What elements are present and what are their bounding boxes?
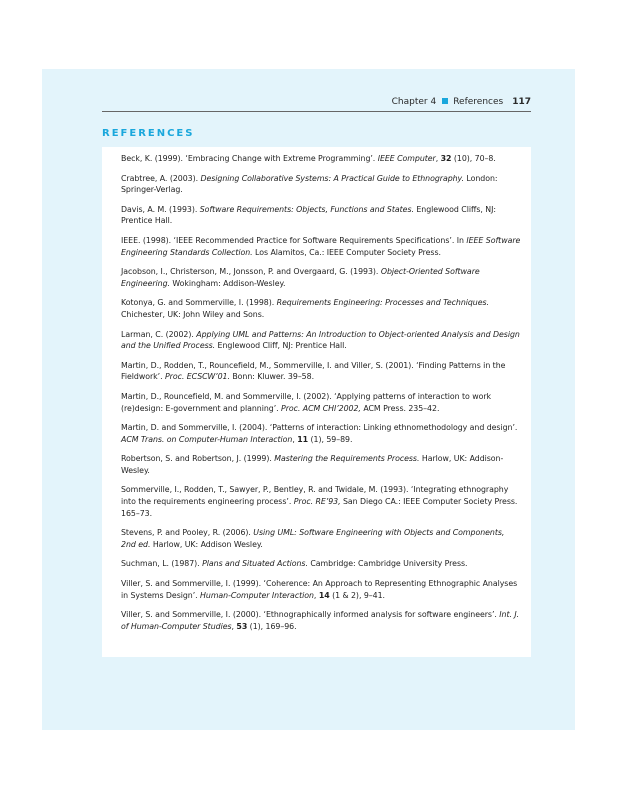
reference-text: Los Alamitos, Ca.: IEEE Computer Society Press. xyxy=(252,247,441,257)
reference-title: Int. J. of Human-Computer Studies xyxy=(121,610,520,631)
reference-text: Larman, C. (2002). xyxy=(121,329,197,339)
reference-title: Designing Collaborative Systems: A Practical Guide to Ethnography. xyxy=(200,173,464,183)
reference-entry xyxy=(121,266,521,289)
reference-text: (10), 70–8. xyxy=(451,154,496,163)
reference-volume: 32 xyxy=(440,154,452,163)
reference-title: Proc. ECSCW’01. xyxy=(164,372,230,382)
reference-entry xyxy=(121,484,521,519)
reference-entry xyxy=(121,453,521,476)
reference-text: Kotonya, G. and Sommerville, I. (1998). xyxy=(121,298,277,308)
reference-title: Proc. ACM CHI’2002, xyxy=(281,403,361,413)
reference-title: Object-Oriented Software Engineering. xyxy=(121,267,480,288)
reference-text: IEEE. (1998). ‘IEEE Recommended Practice for Software Requirements Specifications’. In xyxy=(121,235,467,245)
reference-title: IEEE Computer xyxy=(377,154,436,163)
reference-text: Crabtree, A. (2003). xyxy=(121,173,201,183)
reference-text: Stevens, P. and Pooley, R. (2006). xyxy=(121,528,254,538)
reference-entry xyxy=(121,173,521,196)
reference-text: Sommerville, I., Rodden, T., Sawyer, P., Bentley, R. and Twidale, M. (1993). ‘Integrating ethnography into the requirements engineering process’. xyxy=(121,485,509,507)
reference-entry xyxy=(121,558,521,570)
reference-entry xyxy=(121,329,521,352)
reference-text: Englewood Cliffs, NJ: Prentice Hall. xyxy=(121,204,496,226)
reference-entry xyxy=(121,235,521,258)
section-title: REFERENCES xyxy=(102,128,195,139)
reference-text: , xyxy=(292,434,298,444)
reference-text: Harlow, UK: Addison Wesley. xyxy=(150,539,263,549)
section-label: References xyxy=(453,97,504,107)
chapter-label: Chapter 4 xyxy=(391,97,437,107)
reference-title: Human-Computer Interaction xyxy=(200,590,314,600)
reference-title: IEEE Software Engineering Standards Collection. xyxy=(121,235,521,257)
reference-title: Proc. RE’93, xyxy=(293,497,341,507)
reference-title: Applying UML and Patterns: An Introduction to Object-oriented Analysis and Design and the Unified Process. xyxy=(121,329,520,351)
reference-text: ACM Press. 235–42. xyxy=(360,403,440,413)
reference-text: (1 & 2), 9–41. xyxy=(329,590,385,600)
reference-entry xyxy=(121,153,521,165)
reference-text: San Diego CA.: IEEE Computer Society Press. 165–73. xyxy=(121,497,518,518)
reference-text: (1), 59–89. xyxy=(308,434,353,444)
reference-text: Robertson, S. and Robertson, J. (1999). xyxy=(121,454,275,464)
reference-entry xyxy=(121,422,521,445)
reference-entry xyxy=(121,578,521,601)
reference-text: Viller, S. and Sommerville, I. (2000). ‘Ethnographically informed analysis for software engineers’. xyxy=(121,610,500,620)
reference-text: Englewood Cliff, NJ: Prentice Hall. xyxy=(215,341,347,351)
reference-text: Jacobson, I., Christerson, M., Jonsson, P. and Overgaard, G. (1993). xyxy=(121,267,381,277)
page-number: 117 xyxy=(512,97,531,107)
reference-text: (1), 169–96. xyxy=(247,621,297,631)
reference-text: London: Springer-Verlag. xyxy=(121,173,498,195)
reference-text: , xyxy=(313,590,319,600)
reference-volume: 53 xyxy=(236,621,248,631)
reference-text: Harlow, UK: Addison-Wesley. xyxy=(121,454,504,475)
reference-text: Chichester, UK: John Wiley and Sons. xyxy=(121,309,265,319)
reference-text: Martin, D. and Sommerville, I. (2004). ‘Patterns of interaction: Linking ethnomethodology and design’. xyxy=(121,423,518,433)
running-header xyxy=(102,96,531,108)
reference-title: Mastering the Requirements Process. xyxy=(274,454,420,464)
square-bullet-icon xyxy=(442,98,448,104)
reference-entry xyxy=(121,391,521,414)
reference-text: , xyxy=(231,621,237,631)
reference-text: , xyxy=(435,154,441,163)
reference-text: Bonn: Kluwer. 39–58. xyxy=(229,372,315,382)
reference-entry xyxy=(121,204,521,227)
reference-entry xyxy=(121,609,521,632)
reference-entry xyxy=(121,527,521,550)
reference-entry xyxy=(121,360,521,383)
reference-list xyxy=(121,153,521,640)
reference-text: Suchman, L. (1987). xyxy=(121,559,203,569)
reference-volume: 14 xyxy=(318,590,330,600)
reference-title: Software Requirements: Objects, Functions and States. xyxy=(199,204,414,214)
reference-text: Beck, K. (1999). ‘Embracing Change with Extreme Programming’. xyxy=(121,154,378,163)
reference-title: Plans and Situated Actions. xyxy=(202,559,308,569)
reference-volume: 11 xyxy=(297,434,309,444)
reference-title: Using UML: Software Engineering with Objects and Components, 2nd ed. xyxy=(121,528,505,549)
reference-title: ACM Trans. on Computer-Human Interaction xyxy=(121,434,293,444)
reference-title: Requirements Engineering: Processes and Techniques. xyxy=(276,298,489,308)
reference-text: Martin, D., Rodden, T., Rouncefield, M., Sommerville, I. and Viller, S. (2001). ‘Finding Patterns in the Fieldwork’. xyxy=(121,360,506,382)
reference-text: Wokingham: Addison-Wesley. xyxy=(169,278,286,288)
reference-text: Cambridge: Cambridge University Press. xyxy=(307,559,468,569)
reference-entry xyxy=(121,297,521,320)
header-divider xyxy=(102,111,531,112)
reference-text: Martin, D., Rouncefield, M. and Sommerville, I. (2002). ‘Applying patterns of interaction to work (re)design: E-government and planning’. xyxy=(121,391,492,413)
reference-text: Davis, A. M. (1993). xyxy=(121,204,200,214)
reference-text: Viller, S. and Sommerville, I. (1999). ‘Coherence: An Approach to Representing Ethnographic Analyses in Systems Design’. xyxy=(121,579,518,600)
